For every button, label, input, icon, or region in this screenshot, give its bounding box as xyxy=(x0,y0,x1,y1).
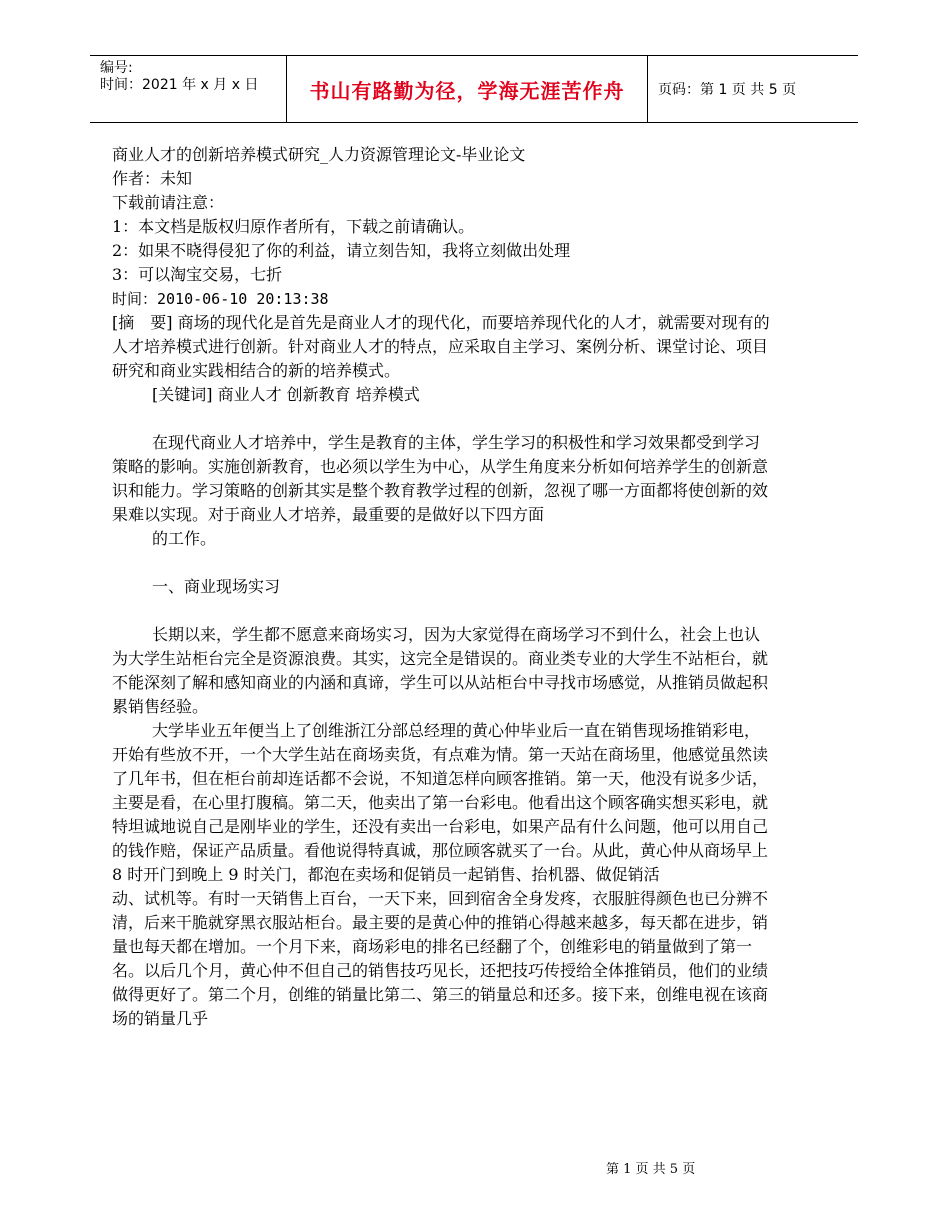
notice-item-3: 3：可以淘宝交易，七折 xyxy=(112,265,283,284)
document-number-label: 编号: xyxy=(100,60,133,76)
document-body xyxy=(112,143,772,1031)
notice-heading: 下载前请注意： xyxy=(112,193,225,212)
body-paragraph-continued: 动、试机等。有时一天销售上百台，一天下来，回到宿舍全身发疼，衣服脏得颜色也已分辨不清，后来干脆就穿黑衣服站柜台。最主要的是黄心仲的推销心得越来越多，每天都在进步，销量也每天都在增加。一个月下来，商场彩电的排名已经翻了个，创维彩电的销量做到了第一名。以后几个月，黄心仲不但自己的销售技巧见长，还把技巧传授给全体推销员，他们的业绩做得更好了。第二个月，创维的销量比第二、第三的销量总和还多。接下来，创维电视在该商场的销量几乎 xyxy=(112,889,769,1028)
intro-paragraph: 在现代商业人才培养中，学生是教育的主体，学生学习的积极性和学习效果都受到学习策略的影响。实施创新教育，也必须以学生为中心，从学生角度来分析如何培养学生的创新意识和能力。学习策略的创新其实是整个教育教学过程的创新，忽视了哪一方面都将使创新的效果难以实现。对于商业人才培养，最重要的是做好以下四方面 xyxy=(112,433,769,524)
document-time: 时间：2010-06-10 20:13:38 xyxy=(112,290,329,308)
spacer xyxy=(112,551,772,575)
header-meta xyxy=(100,60,258,94)
spacer xyxy=(112,599,772,623)
abstract: [摘 要] 商场的现代化是首先是商业人才的现代化，而要培养现代化的人才，就需要对现有的人才培养模式进行创新。针对商业人才的特点，应采取自主学习、案例分析、课堂讨论、项目研究和商业实践相结合的新的培养模式。 xyxy=(112,313,770,380)
notice-item-1: 1：本文档是版权归原作者所有，下载之前请确认。 xyxy=(112,217,475,236)
page-footer: 第 1 页 共 5 页 xyxy=(606,1162,696,1177)
document-author: 作者：未知 xyxy=(112,169,193,188)
document-title: 商业人才的创新培养模式研究_人力资源管理论文-毕业论文 xyxy=(112,145,526,164)
header-motto: 书山有路勤为径，学海无涯苦作舟 xyxy=(286,56,648,122)
spacer xyxy=(112,407,772,431)
body-paragraph: 长期以来，学生都不愿意来商场实习，因为大家觉得在商场学习不到什么，社会上也认为大学生站柜台完全是资源浪费。其实，这完全是错误的。商业类专业的大学生不站柜台，就不能深刻了解和感知商业的内涵和真谛，学生可以从站柜台中寻找市场感觉，从推销员做起积累销售经验。 xyxy=(112,625,769,716)
body-paragraph: 大学毕业五年便当上了创维浙江分部总经理的黄心仲毕业后一直在销售现场推销彩电，开始有些放不开，一个大学生站在商场卖货，有点难为情。第一天站在商场里，他感觉虽然读了几年书，但在柜台前却连话都不会说，不知道怎样向顾客推销。第一天，他没有说多少话，主要是看，在心里打腹稿。第二天，他卖出了第一台彩电。他看出这个顾客确实想买彩电，就特坦诚地说自己是刚毕业的学生，还没有卖出一台彩电，如果产品有什么问题，他可以用自己的钱作赔，保证产品质量。看他说得特真诚，那位顾客就买了一台。从此，黄心仲从商场早上 8 时开门到晚上 9 时关门，都泡在卖场和促销员一起销售、抬机器、做促销活 xyxy=(112,721,769,884)
section-heading: 一、商业现场实习 xyxy=(152,577,281,596)
page-header xyxy=(90,55,858,123)
header-page-info: 页码：第 1 页 共 5 页 xyxy=(658,82,797,98)
document-time-label: 时间：2021 年 x 月 x 日 xyxy=(100,77,259,93)
keywords: [关键词] 商业人才 创新教育 培养模式 xyxy=(152,385,420,404)
notice-item-2: 2：如果不晓得侵犯了你的利益，请立刻告知，我将立刻做出处理 xyxy=(112,241,571,260)
intro-tail: 的工作。 xyxy=(152,529,217,548)
